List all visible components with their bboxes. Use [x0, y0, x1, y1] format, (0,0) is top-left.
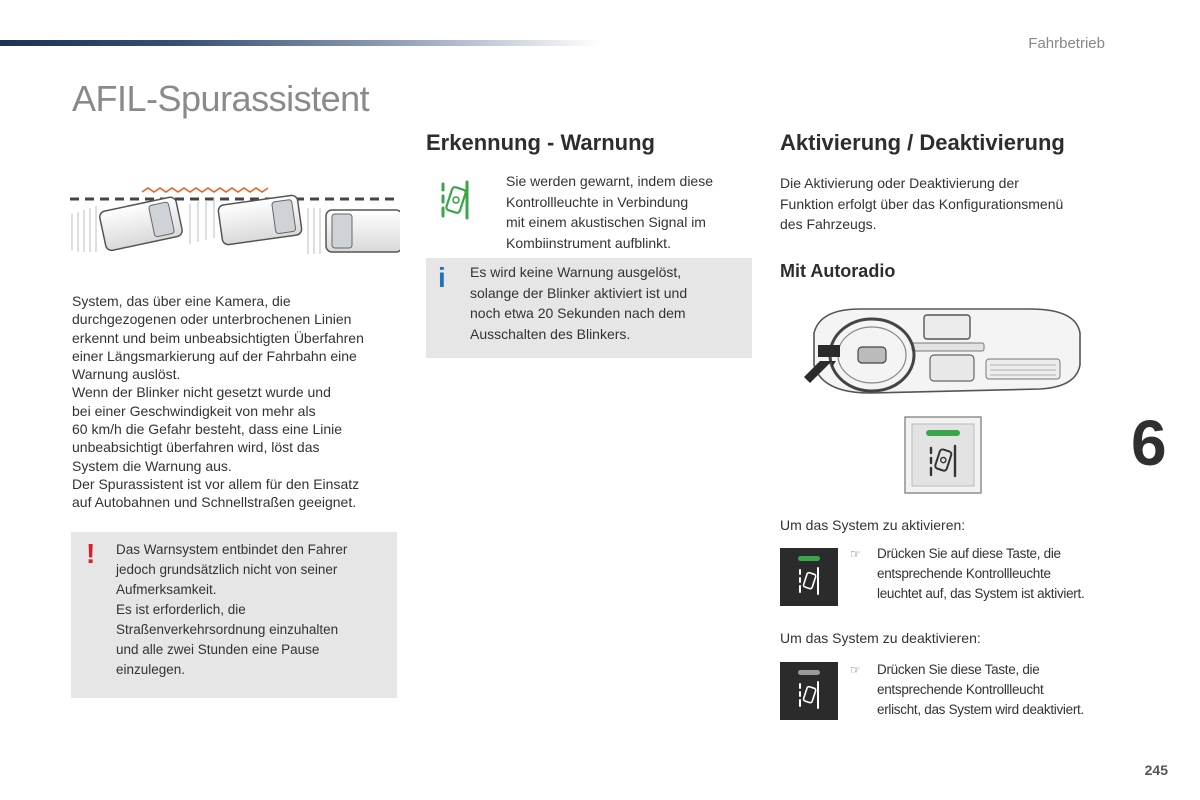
- warning-text: Das Warnsystem entbindet den Fahrer jedoch grundsätzlich nicht von seiner Aufmerksamkeit. Es ist erforderlich, die Straßenverkehrsordnung einzuhalten und alle zwei Stunden eine Pause einzulegen.: [116, 542, 348, 677]
- activate-label: Um das System zu aktivieren:: [780, 517, 966, 533]
- page-number: 245: [1144, 762, 1168, 778]
- info-text: Es wird keine Warnung ausgelöst, solange der Blinker aktiviert ist und noch etwa 20 Sekunden nach dem Ausschalten des Blinkers.: [470, 264, 688, 342]
- lane-assist-warning-lamp-icon: [438, 178, 472, 222]
- section-label: Fahrbetrieb: [1028, 35, 1105, 52]
- deactivate-bullet-icon: ☞: [850, 663, 861, 677]
- activation-intro: Die Aktivierung oder Deaktivierung der Funktion erfolgt über das Konfigurationsmenü des Fahrzeugs.: [780, 175, 1064, 232]
- dashboard-illustration: [800, 303, 1084, 403]
- activate-bullet-icon: ☞: [850, 547, 861, 561]
- deactivate-text: Drücken Sie diese Taste, die entsprechende Kontrollleucht erlischt, das System wird deaktiviert.: [877, 662, 1084, 717]
- lane-assist-on-button-icon: [780, 548, 838, 606]
- chapter-number: 6: [1131, 407, 1167, 479]
- radio-subheading: Mit Autoradio: [780, 261, 896, 281]
- activation-heading: Aktivierung / Deaktivierung: [780, 130, 1065, 155]
- deactivate-label: Um das System zu deaktivieren:: [780, 630, 981, 646]
- page-title: AFIL-Spurassistent: [72, 78, 370, 119]
- header-color-bar: [0, 40, 600, 46]
- activate-text: Drücken Sie auf diese Taste, die entsprechende Kontrollleuchte leuchtet auf, das System ist aktiviert.: [877, 546, 1085, 601]
- detection-heading: Erkennung - Warnung: [426, 130, 655, 155]
- system-description: System, das über eine Kamera, die durchgezogenen oder unterbrochenen Linien erkennt und beim unbeabsichtigten Überfahren einer Längsmarkierung auf der Fahrbahn eine Warnung auslöst. Wenn der Blinker nicht gesetzt wurde und bei einer Geschwindigkeit von mehr als 60 km/h die Gefahr besteht, dass eine Linie unbeabsichtigt überfahren wird, löst das System die Warnung aus. Der Spurassistent ist vor allem für den Einsatz auf Autobahnen und Schnellstraßen geeignet.: [72, 293, 364, 511]
- warning-exclamation-icon: !: [86, 538, 96, 569]
- lamp-warning-text: Sie werden gewarnt, indem diese Kontrollleuchte in Verbindung mit einem akustischen Signal im Kombiinstrument aufblinkt.: [506, 173, 714, 251]
- lane-departure-illustration: [70, 178, 400, 260]
- info-icon: i: [438, 262, 446, 293]
- lane-assist-button-illustration: [904, 416, 982, 494]
- lane-assist-off-button-icon: [780, 662, 838, 720]
